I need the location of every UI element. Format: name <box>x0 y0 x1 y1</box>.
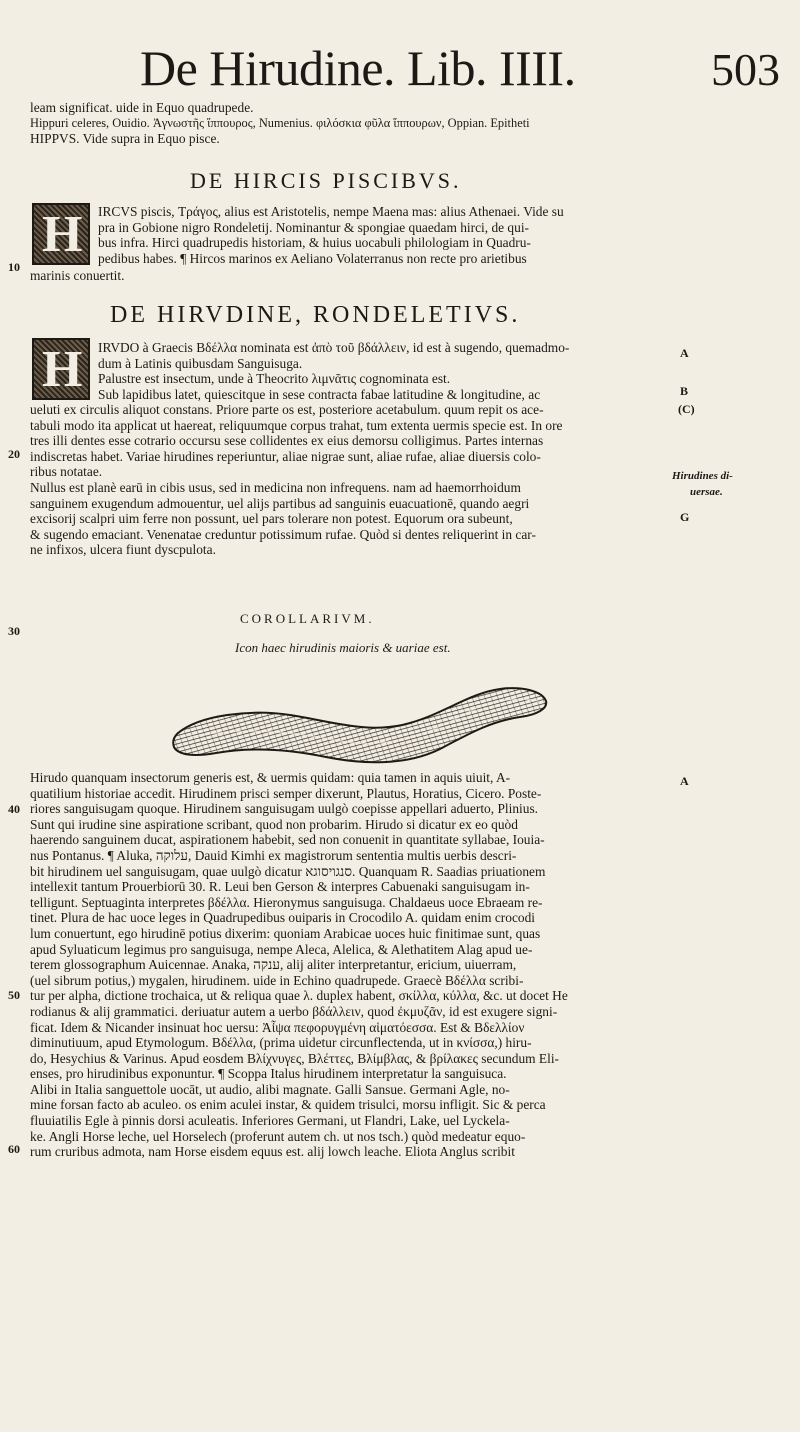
text-line: telligunt. Septuaginta interpretes βδέλλα. Hieronymus sanguisuga. Chaldaeus uoce Ebraeam re- <box>30 894 543 910</box>
text-line: haerendo sanguinem ducat, aspirationem habebit, sed non conuenit in quantitate syllabae, Iouia- <box>30 832 545 848</box>
text-line: riores sanguisugam quoque. Hirudinem sanguisugam uulgò coepisse appellari aduerto, Plinius. <box>30 801 539 817</box>
text-line: excisorij scalpri uim ferre non possunt, uel pars tolerare non potest. Equorum ora subeunt, <box>30 511 513 527</box>
dropcap-h-ornament <box>32 338 90 400</box>
margin-note-hirudines: Hirudines di- <box>672 470 733 482</box>
text-line: apud Syluaticum legimus pro sanguisuga, nempe Aleca, Alelica, & Alethatitem Alag apud ue- <box>30 941 533 957</box>
section-heading-hircis: DE HIRCIS PISCIBVS. <box>190 168 462 193</box>
text-line: ke. Angli Horse leche, uel Horselech (proferunt autem ch. ut nos tsch.) quòd medeatur equo- <box>30 1128 526 1144</box>
text-line: Nullus est planè earū in cibis usus, sed in medicina non infrequens. nam ad haemorrhoidum <box>30 479 521 495</box>
text-line: ne infixos, ulcera fiunt dyscpulota. <box>30 542 216 558</box>
text-line: Hirudo quanquam insectorum generis est, & uermis quidam: quia tamen in aquis uiuit, A- <box>30 770 511 785</box>
hirudine-paragraph-1 <box>98 340 678 402</box>
text-line: leam significat. uide in Equo quadrupede. <box>30 100 254 115</box>
dropcap-letter: H <box>42 206 83 263</box>
running-title: De Hirudine. Lib. IIII. <box>140 40 576 96</box>
section-heading-hirudine: DE HIRVDINE, RONDELETIVS. <box>110 302 521 328</box>
hircis-paragraph <box>98 204 788 266</box>
text-line: tur per alpha, dictione trochaica, ut & reliqua quae λ. duplex habent, σκίλλα, κύλλα, &c. ut docet He <box>30 988 568 1004</box>
text-line: Alibi in Italia sanguettole uocāt, ut audio, alibi magnate. Galli Sansue. Germani Agle, no- <box>30 1081 510 1097</box>
text-line: rum cruribus admota, nam Horse eisdem equus est. alij lowch leache. Eliota Anglus scribit <box>30 1144 515 1160</box>
text-line: & sugendo emaciant. Venenatae creduntur potissimum rufae. Quòd si dentes reliquerint in car- <box>30 526 536 542</box>
margin-note-g: G <box>680 510 690 524</box>
page-header <box>140 38 790 108</box>
text-line: rodianus & alij grammatici. deriuatur autem a uerbo βδάλλειν, quod ἐκμυζᾶν, id est exugere signi- <box>30 1003 558 1019</box>
text-line: Sunt qui irudine sine aspiratione scribant, quod non probarim. Hirudo si dicatur ex eo quòd <box>30 816 518 832</box>
line-number-60: 60 <box>8 1142 20 1156</box>
text-line: tinet. Plura de hac uoce leges in Quadrupedibus ouiparis in Crocodilo A. quidam enim crocodi <box>30 910 536 926</box>
text-line: do, Hesychius & Varinus. Apud eosdem Βλίχνυγες, Βλέττες, Βλίμβλας, & βρίλακες secundum Eli- <box>30 1050 559 1066</box>
margin-note-a: A <box>680 774 689 788</box>
text-line: terem glossographum Auicennae. Anaka, ענקה, alij aliter interpretantur, ericium, uiuerram, <box>30 957 517 973</box>
text-line: ueluti ex circulis aliquot constans. Priore parte os est, posteriore acetabulum. quum repit os ace- <box>30 402 544 417</box>
line-number-30: 30 <box>8 624 20 638</box>
text-line: mine forsan facto ab aculeo. os enim aculei instar, & quidem trisulci, morsu infligit. Sic & perca <box>30 1097 546 1113</box>
text-line: HIPPVS. Vide supra in Equo pisce. <box>30 131 220 147</box>
text-line: indiscretas habet. Variae hirudines reperiuntur, aliae nigrae sunt, aliae rufae, aliae diuersis colo- <box>30 448 541 464</box>
text-line: Hippuri celeres, Ouidio. Ἀγνωστῆς ἵππουρος, Numenius. φιλόσκια φῦλα ἵππουρων, Oppian. Epitheti <box>30 115 530 130</box>
line-number-40: 40 <box>8 802 20 816</box>
text-line: IRCVS piscis, Τράγος, alius est Aristotelis, nempe Maena mas: alius Athenaei. Vide su <box>98 204 564 219</box>
text-line: ficat. Idem & Nicander insinuat hoc uersu: Ἀἶψα πεφορυγμένη αἱματόεσσα. Est & Βδελλίον <box>30 1019 525 1035</box>
page-number: 503 <box>711 44 780 95</box>
text-line: fluuiatilis Egle à pinnis dorsi aculeatis. Inferiores Germani, ut Flandri, Lake, uel Lyckela- <box>30 1113 510 1129</box>
text-line: intellexit tantum Prouerbiorū 30. R. Leui ben Gerson & interpres Cabuenaki sanguisugam in- <box>30 879 530 895</box>
dropcap-letter: H <box>42 341 83 398</box>
text-line: dum à Latinis quibusdam Sanguisuga. <box>98 355 303 371</box>
line-number-20: 20 <box>8 447 20 461</box>
text-line: nus Pontanus. ¶ Aluka, עלוקה, Dauid Kimhi ex magistrorum sententia multis uerbis descri- <box>30 847 517 863</box>
text-line: IRVDO à Graecis Βδέλλα nominata est ἀπὸ τοῦ βδάλλειν, id est à sugendo, quemadmo- <box>98 340 570 355</box>
corollarium-label: COROLLARIVM. <box>240 611 375 626</box>
text-line: Sub lapidibus latet, quiescitque in sese contracta fabae latitudine & longitudine, ac <box>98 386 541 402</box>
text-line: enses, pro hirudinibus exponuntur. ¶ Scoppa Italus hirudinem interpretatur la sanguisuca. <box>30 1066 507 1082</box>
text-line: ribus notatae. <box>30 464 103 480</box>
text-line: bit hirudinem uel sanguisugam, quae uulgò dicatur סנגויסוגא. Quanquam R. Saadias priuationem <box>30 863 546 879</box>
margin-note-b: B <box>680 384 689 398</box>
text-line: bus infra. Hirci quadrupedis historiam, & huius uocabuli philologiam in Quadru- <box>98 235 531 251</box>
hircis-paragraph-end <box>30 268 750 284</box>
corollarium-text <box>30 770 670 1160</box>
hirudine-paragraph-2 <box>30 402 670 558</box>
leech-woodcut-figure <box>170 675 550 770</box>
text-line: pedibus habes. ¶ Hircos marinos ex Aeliano Volaterranus non recte pro arietibus <box>98 250 527 266</box>
text-line: Palustre est insectum, unde à Theocrito λιμνᾶτις cognominata est. <box>98 371 451 387</box>
dropcap-h-ornament <box>32 203 90 265</box>
text-line: lum conuertunt, ego hirudinē potius dixerim: quoniam Arabicae uoces huic finitimae sunt, quas <box>30 925 541 941</box>
leech-woodcut-icon <box>170 675 550 770</box>
margin-note-c: (C) <box>678 402 695 416</box>
text-line: tres illi dentes esse cotrario occursu sese collidentes ex eius demorsu colligimus. Partes internas <box>30 433 544 449</box>
line-number-50: 50 <box>8 988 20 1002</box>
text-line: sanguinem exugendum admouentur, uel alijs partibus ad sanguinis euacuationē, quando aegri <box>30 495 530 511</box>
text-line: diminutiuum, apud Etymologum. Βδέλλα, (prima uidetur circunflectenda, ut in κνίσσα,) hiru- <box>30 1035 532 1051</box>
figure-caption: Icon haec hirudinis maioris & uariae est. <box>235 640 451 655</box>
text-line: pra in Gobione nigro Rondeletij. Nominantur & spongiae quaedam hirci, de qui- <box>98 219 530 235</box>
intro-paragraph <box>30 100 750 147</box>
text-line: (uel sibrum potius,) mygalen, hirudinem. uide in Echino quadrupede. Graecè Βδέλλα scribi- <box>30 972 524 988</box>
text-line: quatilium historiae accedit. Hirudinem prisci semper dixerunt, Plautus, Horatius, Cicero. Poste- <box>30 785 542 801</box>
margin-note-uersae: uersae. <box>690 486 723 498</box>
margin-note-a: A <box>680 346 689 360</box>
text-line: tabuli modo ita applicat ut haereat, reliquumque corpus trahat, tum extenta uermis specie est. In ore <box>30 417 563 433</box>
text-line: marinis conuertit. <box>30 268 125 283</box>
line-number-10: 10 <box>8 260 20 274</box>
